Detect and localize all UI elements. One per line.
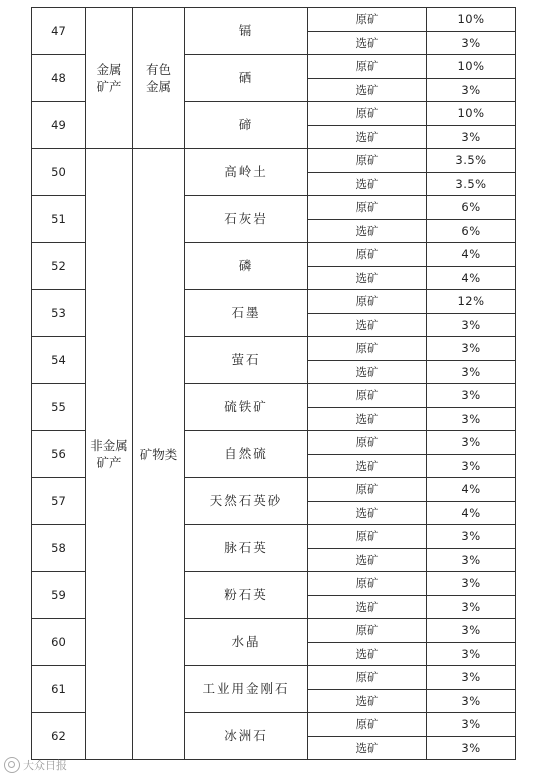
tax-rate-cell: 3%: [427, 431, 516, 455]
row-number-cell: 53: [32, 290, 86, 337]
tax-rate-cell: 4%: [427, 266, 516, 290]
mineral-name-cell: 高岭土: [185, 149, 308, 196]
ore-type-cell: 选矿: [308, 736, 427, 760]
mineral-name-cell: 碲: [185, 102, 308, 149]
ore-type-cell: 原矿: [308, 525, 427, 549]
ore-type-cell: 选矿: [308, 595, 427, 619]
row-number-cell: 55: [32, 384, 86, 431]
ore-type-cell: 原矿: [308, 243, 427, 267]
tax-rate-cell: 3.5%: [427, 172, 516, 196]
row-number-cell: 50: [32, 149, 86, 196]
mineral-name-cell: 磷: [185, 243, 308, 290]
ore-type-cell: 选矿: [308, 78, 427, 102]
ore-type-cell: 原矿: [308, 384, 427, 408]
tax-rate-cell: 10%: [427, 55, 516, 79]
mineral-name-cell: 石灰岩: [185, 196, 308, 243]
subcategory-cell: 有色 金属: [133, 8, 185, 149]
circle-logo-icon: [4, 757, 20, 773]
tax-rate-cell: 4%: [427, 478, 516, 502]
tax-rate-cell: 3%: [427, 360, 516, 384]
tax-rate-cell: 3%: [427, 713, 516, 737]
mineral-name-cell: 自然硫: [185, 431, 308, 478]
tax-rate-cell: 3%: [427, 642, 516, 666]
mineral-name-cell: 镉: [185, 8, 308, 55]
tax-rate-cell: 3%: [427, 337, 516, 361]
watermark-text: 大众日报: [23, 759, 67, 772]
row-number-cell: 62: [32, 713, 86, 760]
tax-rate-cell: 3%: [427, 78, 516, 102]
tax-rate-cell: 3%: [427, 572, 516, 596]
ore-type-cell: 原矿: [308, 8, 427, 32]
ore-type-cell: 选矿: [308, 313, 427, 337]
mineral-tax-table: [31, 7, 516, 760]
ore-type-cell: 原矿: [308, 102, 427, 126]
mineral-name-cell: 硫铁矿: [185, 384, 308, 431]
table-row: [32, 149, 516, 173]
subcategory-cell: 矿物类: [133, 149, 185, 760]
row-number-cell: 47: [32, 8, 86, 55]
tax-rate-cell: 3.5%: [427, 149, 516, 173]
mineral-name-cell: 天然石英砂: [185, 478, 308, 525]
tax-rate-cell: 3%: [427, 619, 516, 643]
ore-type-cell: 原矿: [308, 196, 427, 220]
row-number-cell: 59: [32, 572, 86, 619]
table-row: [32, 8, 516, 32]
tax-rate-cell: 4%: [427, 243, 516, 267]
tax-rate-cell: 3%: [427, 736, 516, 760]
ore-type-cell: 选矿: [308, 360, 427, 384]
category-cell: 金属 矿产: [86, 8, 133, 149]
mineral-name-cell: 粉石英: [185, 572, 308, 619]
ore-type-cell: 选矿: [308, 407, 427, 431]
tax-rate-cell: 3%: [427, 666, 516, 690]
mineral-name-cell: 硒: [185, 55, 308, 102]
row-number-cell: 60: [32, 619, 86, 666]
tax-rate-cell: 3%: [427, 689, 516, 713]
mineral-name-cell: 石墨: [185, 290, 308, 337]
tax-rate-cell: 3%: [427, 595, 516, 619]
ore-type-cell: 选矿: [308, 219, 427, 243]
watermark: [4, 757, 67, 773]
ore-type-cell: 原矿: [308, 290, 427, 314]
tax-rate-cell: 3%: [427, 384, 516, 408]
ore-type-cell: 原矿: [308, 713, 427, 737]
ore-type-cell: 选矿: [308, 172, 427, 196]
tax-rate-cell: 10%: [427, 102, 516, 126]
tax-rate-cell: 3%: [427, 31, 516, 55]
tax-rate-cell: 4%: [427, 501, 516, 525]
ore-type-cell: 选矿: [308, 642, 427, 666]
ore-type-cell: 原矿: [308, 149, 427, 173]
ore-type-cell: 原矿: [308, 666, 427, 690]
mineral-name-cell: 工业用金刚石: [185, 666, 308, 713]
ore-type-cell: 选矿: [308, 266, 427, 290]
ore-type-cell: 选矿: [308, 454, 427, 478]
tax-rate-cell: 3%: [427, 313, 516, 337]
tax-rate-cell: 3%: [427, 548, 516, 572]
ore-type-cell: 原矿: [308, 619, 427, 643]
ore-type-cell: 选矿: [308, 501, 427, 525]
tax-rate-cell: 10%: [427, 8, 516, 32]
ore-type-cell: 原矿: [308, 572, 427, 596]
ore-type-cell: 原矿: [308, 337, 427, 361]
row-number-cell: 52: [32, 243, 86, 290]
ore-type-cell: 原矿: [308, 478, 427, 502]
mineral-name-cell: 脉石英: [185, 525, 308, 572]
tax-rate-cell: 12%: [427, 290, 516, 314]
row-number-cell: 51: [32, 196, 86, 243]
row-number-cell: 49: [32, 102, 86, 149]
tax-rate-cell: 3%: [427, 125, 516, 149]
ore-type-cell: 选矿: [308, 31, 427, 55]
mineral-name-cell: 萤石: [185, 337, 308, 384]
tax-rate-cell: 3%: [427, 525, 516, 549]
row-number-cell: 54: [32, 337, 86, 384]
tax-rate-cell: 3%: [427, 454, 516, 478]
category-cell: 非金属 矿产: [86, 149, 133, 760]
ore-type-cell: 选矿: [308, 125, 427, 149]
ore-type-cell: 选矿: [308, 689, 427, 713]
tax-rate-cell: 6%: [427, 196, 516, 220]
row-number-cell: 48: [32, 55, 86, 102]
ore-type-cell: 原矿: [308, 55, 427, 79]
mineral-name-cell: 冰洲石: [185, 713, 308, 760]
row-number-cell: 61: [32, 666, 86, 713]
mineral-name-cell: 水晶: [185, 619, 308, 666]
tax-rate-cell: 6%: [427, 219, 516, 243]
row-number-cell: 56: [32, 431, 86, 478]
tax-rate-cell: 3%: [427, 407, 516, 431]
ore-type-cell: 原矿: [308, 431, 427, 455]
row-number-cell: 58: [32, 525, 86, 572]
row-number-cell: 57: [32, 478, 86, 525]
ore-type-cell: 选矿: [308, 548, 427, 572]
